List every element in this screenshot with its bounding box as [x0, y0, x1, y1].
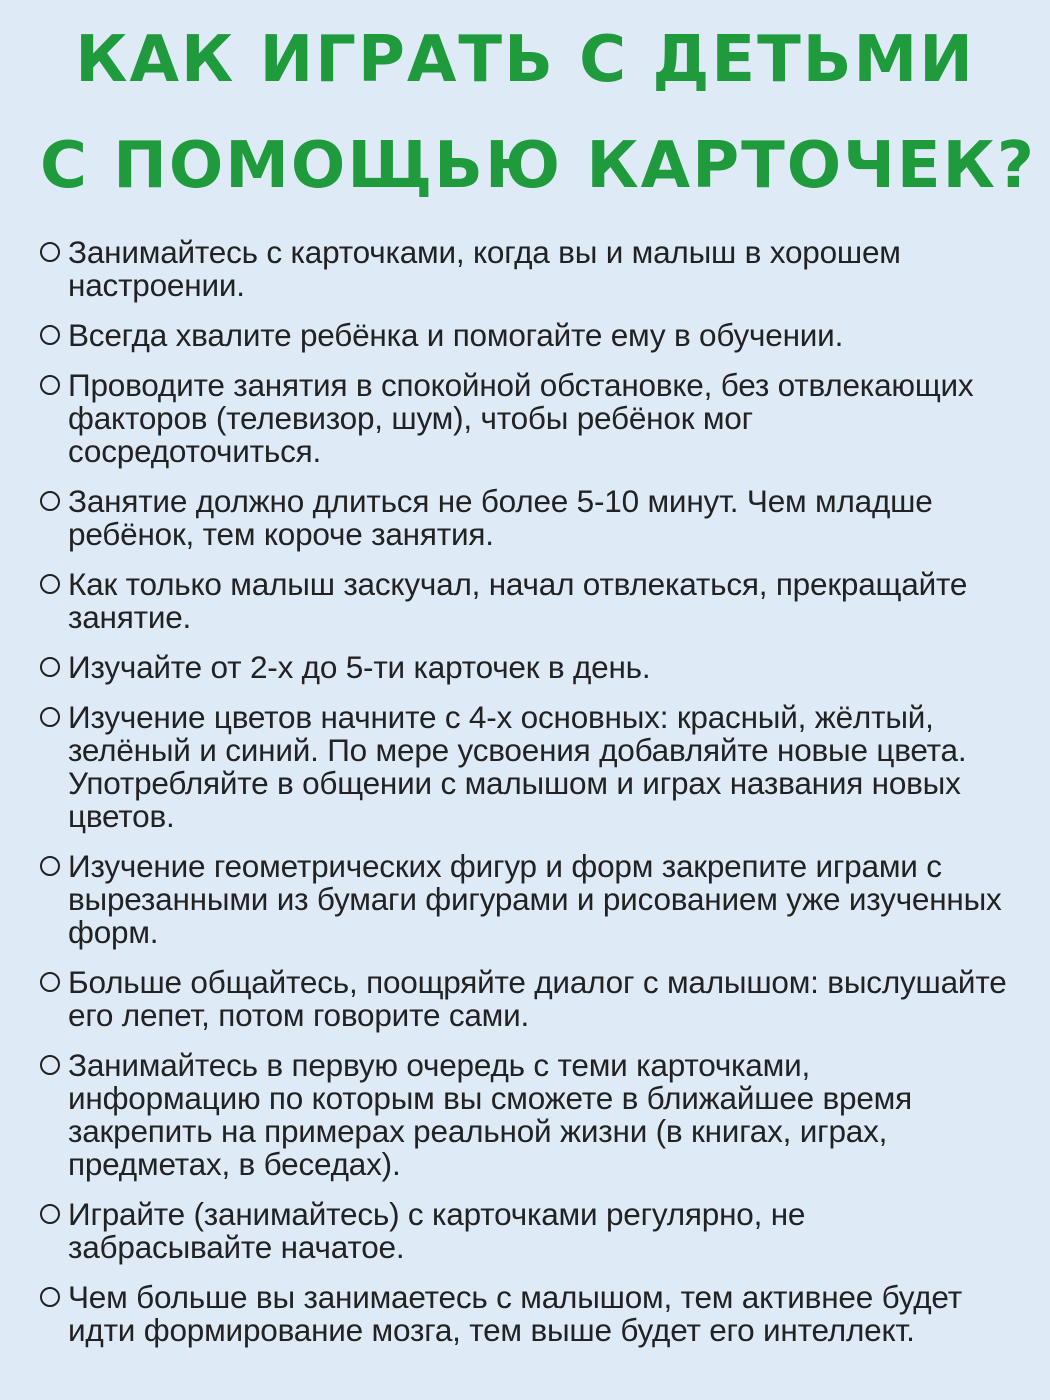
list-item — [40, 319, 1010, 352]
circle-bullet-icon — [40, 856, 60, 876]
list-item — [40, 850, 1010, 949]
circle-bullet-icon — [40, 242, 60, 262]
tip-text: Играйте (занимайтесь) с карточками регулярно, не забрасывайте начатое. — [68, 1196, 806, 1265]
list-item — [40, 485, 1010, 551]
tip-text: Изучение цветов начните с 4-х основных: красный, жёлтый, зелёный и синий. По мере усвоения добавляйте новые цвета. Употребляйте в общении с малышом и играх названия новых цветов. — [68, 699, 967, 834]
tips-list — [40, 236, 1010, 1347]
circle-bullet-icon — [40, 325, 60, 345]
tip-text: Проводите занятия в спокойной обстановке, без отвлекающих факторов (телевизор, шум), чтобы ребёнок мог сосредоточиться. — [68, 367, 974, 469]
circle-bullet-icon — [40, 1204, 60, 1224]
circle-bullet-icon — [40, 657, 60, 677]
tip-text: Изучайте от 2-х до 5-ти карточек в день. — [68, 649, 651, 685]
circle-bullet-icon — [40, 375, 60, 395]
tip-text: Изучение геометрических фигур и форм закрепите играми с вырезанными из бумаги фигурами и рисованием уже изученных форм. — [68, 848, 1002, 950]
tip-text: Всегда хвалите ребёнка и помогайте ему в обучении. — [68, 317, 844, 353]
list-item — [40, 1281, 1010, 1347]
circle-bullet-icon — [40, 1287, 60, 1307]
list-item — [40, 1198, 1010, 1264]
tip-text: Занимайтесь с карточками, когда вы и малыш в хорошем настроении. — [68, 234, 901, 303]
list-item — [40, 966, 1010, 1032]
circle-bullet-icon — [40, 574, 60, 594]
list-item — [40, 236, 1010, 302]
list-item — [40, 1049, 1010, 1181]
list-item — [40, 369, 1010, 468]
tip-text: Чем больше вы занимаетесь с малышом, тем активнее будет идти формирование мозга, тем выше будет его интеллект. — [68, 1279, 962, 1348]
tip-text: Больше общайтесь, поощряйте диалог с малышом: выслушайте его лепет, потом говорите сами. — [68, 964, 1007, 1033]
circle-bullet-icon — [40, 1055, 60, 1075]
list-item — [40, 568, 1010, 634]
tip-text: Занятие должно длиться не более 5-10 минут. Чем младше ребёнок, тем короче занятия. — [68, 483, 933, 552]
list-item — [40, 701, 1010, 833]
tip-text: Как только малыш заскучал, начал отвлекаться, прекращайте занятие. — [68, 566, 968, 635]
circle-bullet-icon — [40, 491, 60, 511]
list-item — [40, 651, 1010, 684]
circle-bullet-icon — [40, 972, 60, 992]
tip-text: Занимайтесь в первую очередь с теми карточками, информацию по которым вы сможете в ближайшее время закрепить на примерах реальной жизни (в книгах, играх, предметах, в беседах). — [68, 1047, 912, 1182]
title-line-2: С ПОМОЩЬЮ КАРТОЧЕК? — [40, 129, 1037, 203]
title-line-1: КАК ИГРАТЬ С ДЕТЬМИ — [75, 23, 975, 97]
page-title — [40, 23, 1037, 203]
circle-bullet-icon — [40, 707, 60, 727]
